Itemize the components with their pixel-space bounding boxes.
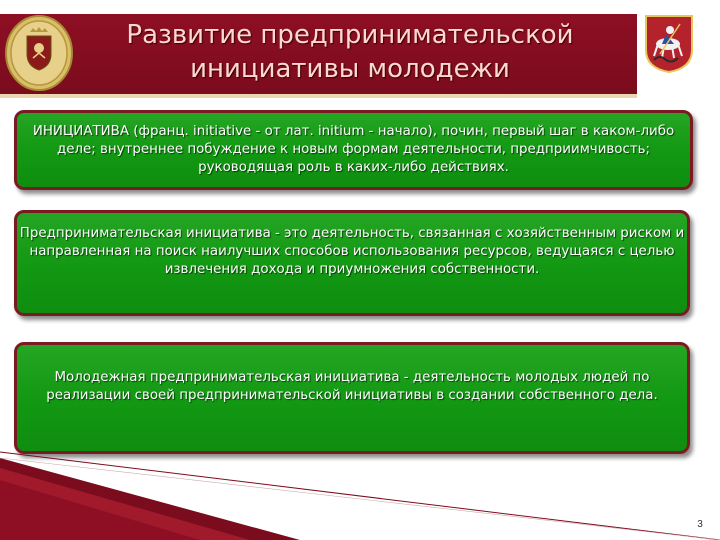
moscow-coat-of-arms bbox=[644, 14, 694, 74]
slide-title-line-1: Развитие предпринимательской bbox=[126, 20, 574, 50]
slide-title-line-2: инициативы молодежи bbox=[190, 54, 510, 84]
ribbon-shape bbox=[0, 440, 720, 540]
page-number: 3 bbox=[697, 519, 703, 530]
definition-box-youth-initiative bbox=[14, 342, 690, 454]
coat-of-arms-icon bbox=[644, 14, 694, 74]
definition-box-entrepreneurial-initiative bbox=[14, 210, 690, 316]
slide-title bbox=[70, 18, 630, 92]
definition-box-initiative bbox=[14, 110, 693, 190]
definition-text-youth-initiative: Молодежная предпринимательская инициатива - деятельность молодых людей по реализации своей предпринимательской инициативы в создании собственного дела. bbox=[46, 370, 658, 403]
decorative-ribbon bbox=[0, 440, 720, 540]
definition-text-entrepreneurial-initiative: Предпринимательская инициатива - это деятельность, связанная с хозяйственным риском и направленная на поиск наилучших способов использования ресурсов, ведущаяся с целью извлечения дохода и приумножения собственности. bbox=[19, 226, 685, 277]
definition-text-initiative: ИНИЦИАТИВА (франц. initiative - от лат. initium - начало), почин, первый шаг в каком-либо деле; внутреннее побуждение к новым формам деятельности, предприимчивость; руководящая роль в каких-либо действиях. bbox=[32, 124, 675, 175]
university-emblem bbox=[4, 14, 74, 92]
university-emblem-icon bbox=[4, 14, 74, 92]
